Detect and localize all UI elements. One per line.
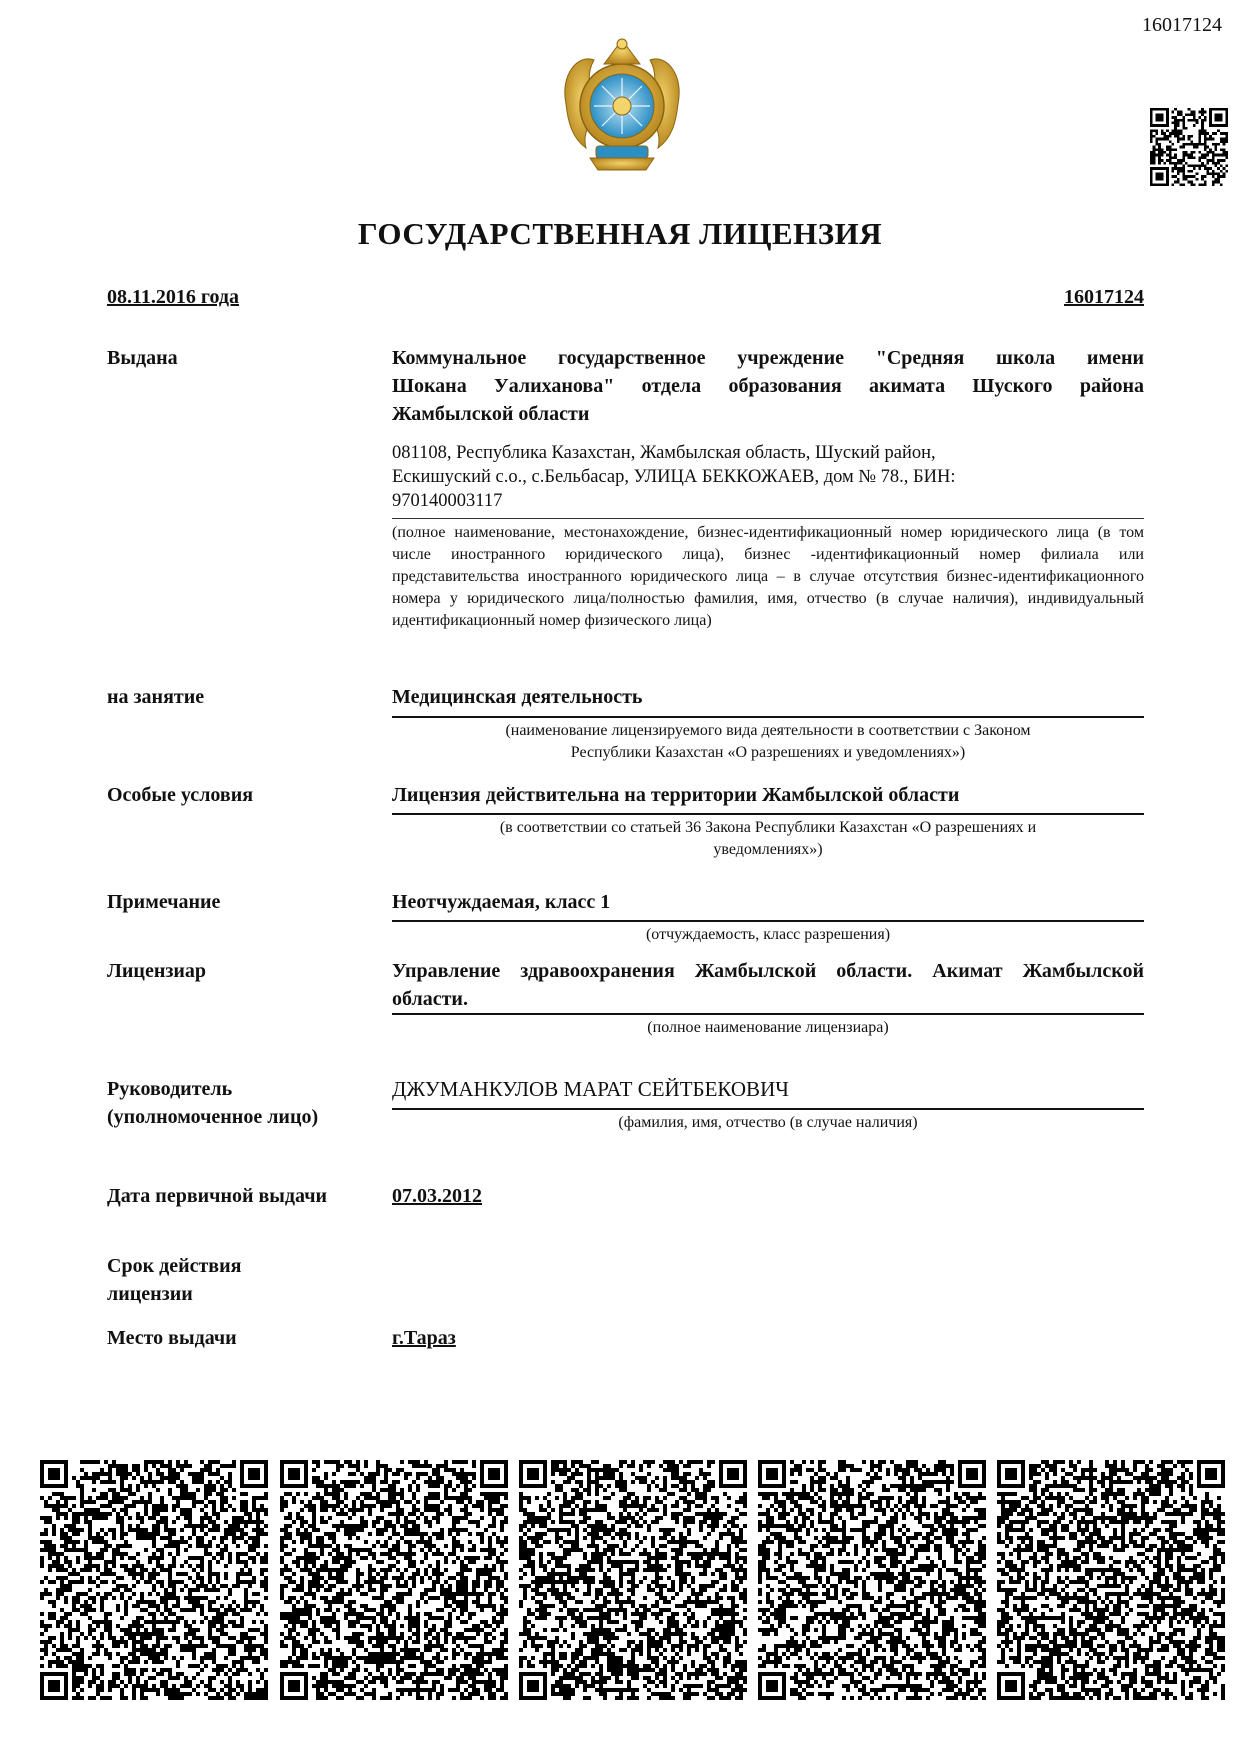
page-title: ГОСУДАРСТВЕННАЯ ЛИЦЕНЗИЯ xyxy=(357,216,883,251)
conditions-label: Особые условия xyxy=(107,784,254,806)
qr-code-icon xyxy=(1150,108,1228,186)
licensor-rule xyxy=(392,1013,1144,1015)
first-issue-label: Дата первичной выдачи xyxy=(107,1185,328,1207)
head-rule xyxy=(392,1108,1144,1110)
activity-caption-line2: Республики Казахстан «О разрешениях и уведомлениях») xyxy=(570,744,966,761)
issued-to-caption: (полное наименование, местонахождение, бизнес-идентификационный номер юридического лица (в том числе иностранного юридического лица), бизнес -идентификационный номер филиала или представительства иностранного юридического лица – в случае отсутствия бизнес-идентификационного номера у юридического лица/полностью фамилия, имя, отчество (в случае наличия), индивидуальный идентификационный номер физического лица) xyxy=(392,524,1144,629)
head-value: ДЖУМАНКУЛОВ МАРАТ СЕЙТБЕКОВИЧ xyxy=(392,1077,789,1101)
issued-to-name-line2: Шокана Уалиханова" отдела образования акимата Шуского района xyxy=(392,375,1144,397)
issued-to-name-line3: Жамбылской области xyxy=(392,403,590,425)
issued-to-address-line1: 081108, Республика Казахстан, Жамбылская область, Шуский район, xyxy=(392,443,936,463)
first-issue-value: 07.03.2012 xyxy=(392,1185,482,1207)
note-caption: (отчуждаемость, класс разрешения) xyxy=(645,926,891,943)
licensor-caption: (полное наименование лицензиара) xyxy=(647,1019,889,1036)
validity-label-line1: Срок действия xyxy=(107,1255,242,1277)
conditions-caption-line1: (в соответствии со статьей 36 Закона Республики Казахстан «О разрешениях и xyxy=(499,819,1037,836)
head-label-line2: (уполномоченное лицо) xyxy=(107,1106,319,1128)
document-number: 16017124 xyxy=(1142,14,1222,36)
conditions-rule xyxy=(392,813,1144,815)
activity-label: на занятие xyxy=(107,686,205,708)
note-label: Примечание xyxy=(107,891,221,913)
activity-rule xyxy=(392,716,1144,718)
head-caption: (фамилия, имя, отчество (в случае наличия) xyxy=(618,1114,918,1131)
note-rule xyxy=(392,920,1144,922)
issued-to-label: Выдана xyxy=(107,347,178,369)
head-label-line1: Руководитель xyxy=(107,1078,233,1100)
issued-to-name-line1: Коммунальное государственное учреждение "Средняя школа имени xyxy=(392,347,1144,369)
qr-code-5-icon xyxy=(997,1460,1225,1700)
license-number: 16017124 xyxy=(1064,286,1144,308)
issued-to-address-line3: 970140003117 xyxy=(392,491,503,511)
qr-code-2-icon xyxy=(280,1460,508,1700)
activity-value: Медицинская деятельность xyxy=(392,686,643,708)
state-emblem-icon xyxy=(560,34,684,174)
conditions-value: Лицензия действительна на территории Жамбылской области xyxy=(392,784,960,806)
issue-date: 08.11.2016 года xyxy=(107,286,240,308)
note-value: Неотчуждаемая, класс 1 xyxy=(392,891,611,913)
licensor-value: Управление здравоохранения Жамбылской области. Акимат Жамбылской области. xyxy=(392,960,1144,1010)
qr-code-4-icon xyxy=(758,1460,986,1700)
place-label: Место выдачи xyxy=(107,1327,237,1349)
qr-code-3-icon xyxy=(519,1460,747,1700)
activity-caption-line1: (наименование лицензируемого вида деятельности в соответствии с Законом xyxy=(505,722,1031,739)
issued-to-address-line2: Ескишуский с.о., с.Бельбасар, УЛИЦА БЕККОЖАЕВ, дом № 78., БИН: xyxy=(392,467,956,487)
conditions-caption-line2: уведомлениях») xyxy=(713,841,823,858)
validity-label-line2: лицензии xyxy=(107,1283,193,1305)
licensor-label: Лицензиар xyxy=(107,960,207,982)
place-value: г.Тараз xyxy=(392,1327,456,1349)
qr-code-1-icon xyxy=(40,1460,268,1700)
issued-to-rule xyxy=(392,518,1144,519)
